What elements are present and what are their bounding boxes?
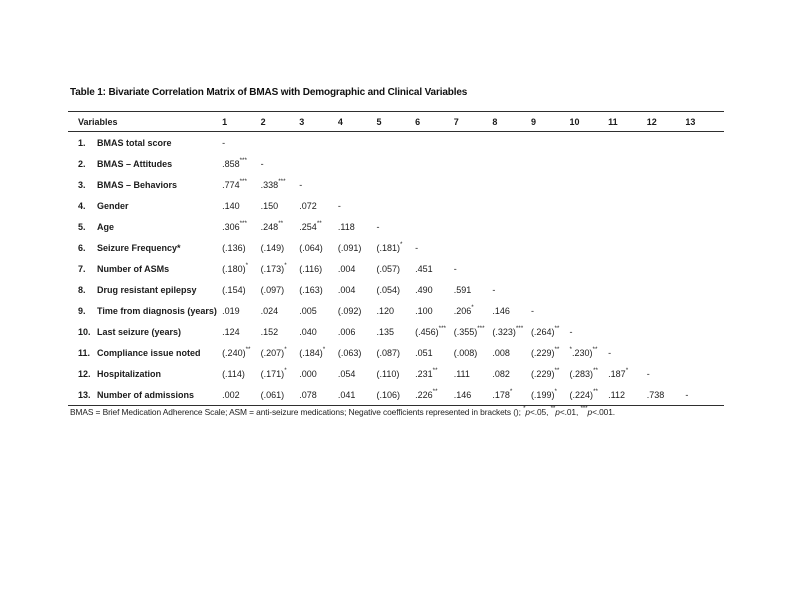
header-cell: 1 bbox=[222, 112, 261, 132]
value-cell: (.173)* bbox=[260, 261, 287, 274]
value-cell: .187* bbox=[608, 366, 629, 379]
value-cell: (.163) bbox=[299, 284, 323, 295]
header-cell: 11 bbox=[608, 112, 647, 132]
row-label-cell bbox=[68, 195, 222, 216]
value-cell: .072 bbox=[299, 200, 317, 211]
value-cell: .858*** bbox=[222, 156, 247, 169]
row-label: Age bbox=[97, 221, 115, 232]
value-cell: .146 bbox=[492, 305, 510, 316]
value-cell bbox=[377, 153, 416, 174]
value-cell bbox=[570, 153, 609, 174]
value-cell bbox=[454, 174, 493, 195]
value-cell: (.063) bbox=[337, 347, 362, 358]
value-cell: .112 bbox=[608, 384, 647, 406]
value-cell: .019 bbox=[222, 305, 240, 316]
row-label: BMAS – Behaviors bbox=[97, 179, 178, 190]
header-cell: 2 bbox=[261, 112, 300, 132]
value-cell: .054 bbox=[337, 368, 356, 379]
table-footnote: BMAS = Brief Medication Adherence Scale; ASM = anti-seizure medications; Negative coefficients represented in brackets (); *p<.05, **p<.01, ***p<.001. bbox=[70, 405, 615, 417]
table-row bbox=[68, 258, 724, 279]
value-cell: (.149) bbox=[260, 242, 285, 253]
table-row bbox=[68, 153, 724, 174]
table-body bbox=[68, 132, 724, 406]
correlation-table bbox=[68, 111, 724, 406]
value-cell: (.355)*** bbox=[453, 324, 485, 337]
value-cell bbox=[570, 237, 609, 258]
value-cell bbox=[685, 195, 724, 216]
value-cell: (.097) bbox=[260, 284, 285, 295]
value-cell bbox=[647, 237, 686, 258]
value-cell: (.061) bbox=[261, 384, 300, 406]
value-cell bbox=[531, 216, 570, 237]
value-cell: - bbox=[337, 200, 341, 211]
value-cell bbox=[454, 216, 493, 237]
value-cell bbox=[415, 195, 454, 216]
row-index: 1. bbox=[78, 137, 86, 148]
value-cell: (.116) bbox=[299, 263, 323, 274]
row-label: Gender bbox=[97, 200, 129, 211]
row-label-cell bbox=[68, 279, 222, 300]
value-cell: .024 bbox=[260, 305, 279, 316]
value-cell bbox=[608, 258, 647, 279]
value-cell: (.323)*** bbox=[492, 324, 524, 337]
value-cell bbox=[685, 363, 724, 384]
value-cell: .591 bbox=[453, 284, 472, 295]
value-cell bbox=[647, 195, 686, 216]
value-cell: .254** bbox=[299, 219, 322, 232]
value-cell: .306*** bbox=[222, 219, 247, 232]
row-label: Compliance issue noted bbox=[97, 347, 201, 358]
value-cell bbox=[338, 132, 377, 154]
value-cell bbox=[570, 258, 609, 279]
row-label-cell bbox=[68, 216, 222, 237]
value-cell bbox=[608, 174, 647, 195]
value-cell bbox=[647, 153, 686, 174]
value-cell: .004 bbox=[337, 263, 356, 274]
header-cell: 9 bbox=[531, 112, 570, 132]
value-cell: (.224)** bbox=[570, 384, 609, 406]
value-cell bbox=[377, 195, 416, 216]
value-cell bbox=[492, 216, 531, 237]
value-cell: (.229)** bbox=[530, 345, 560, 358]
value-cell bbox=[415, 132, 454, 154]
header-cell: 10 bbox=[570, 112, 609, 132]
row-index: 3. bbox=[78, 179, 86, 190]
value-cell bbox=[647, 216, 686, 237]
row-index: 5. bbox=[78, 221, 86, 232]
value-cell: .006 bbox=[337, 326, 356, 337]
row-label-cell bbox=[68, 384, 222, 406]
value-cell bbox=[685, 321, 724, 342]
value-cell: (.181)* bbox=[376, 240, 403, 253]
value-cell: .000 bbox=[299, 368, 317, 379]
value-cell: .078 bbox=[299, 384, 338, 406]
value-cell: (.136) bbox=[222, 242, 246, 253]
value-cell bbox=[338, 174, 377, 195]
value-cell: .226** bbox=[415, 384, 454, 406]
value-cell bbox=[299, 132, 338, 154]
value-cell bbox=[685, 279, 724, 300]
header-cell: 4 bbox=[338, 112, 377, 132]
value-cell bbox=[647, 258, 686, 279]
value-cell bbox=[570, 300, 609, 321]
row-label-cell bbox=[68, 132, 222, 154]
value-cell bbox=[608, 300, 647, 321]
value-cell bbox=[492, 153, 531, 174]
table-row bbox=[68, 279, 724, 300]
value-cell bbox=[492, 132, 531, 154]
value-cell bbox=[454, 153, 493, 174]
value-cell bbox=[570, 174, 609, 195]
value-cell bbox=[685, 153, 724, 174]
value-cell bbox=[608, 237, 647, 258]
row-label-cell bbox=[68, 363, 222, 384]
row-index: 12. bbox=[78, 368, 91, 379]
table-row bbox=[68, 216, 724, 237]
row-label: Last seizure (years) bbox=[97, 326, 182, 337]
value-cell bbox=[261, 132, 300, 154]
header-cell: 3 bbox=[299, 112, 338, 132]
value-cell: - bbox=[376, 221, 380, 232]
value-cell bbox=[377, 174, 416, 195]
row-index: 10. bbox=[78, 326, 91, 337]
value-cell: - bbox=[299, 179, 303, 190]
value-cell bbox=[415, 216, 454, 237]
value-cell bbox=[415, 153, 454, 174]
value-cell: - bbox=[685, 384, 724, 406]
value-cell: .140 bbox=[222, 200, 240, 211]
value-cell: (.154) bbox=[222, 284, 246, 295]
value-cell bbox=[647, 174, 686, 195]
value-cell bbox=[608, 153, 647, 174]
value-cell: (.229)** bbox=[530, 366, 560, 379]
header-cell: 7 bbox=[454, 112, 493, 132]
value-cell bbox=[299, 153, 338, 174]
value-cell: - bbox=[646, 368, 650, 379]
table-row bbox=[68, 384, 724, 406]
value-cell: .231** bbox=[415, 366, 438, 379]
value-cell: (.054) bbox=[376, 284, 401, 295]
table-row bbox=[68, 321, 724, 342]
value-cell bbox=[492, 237, 531, 258]
value-cell: .490 bbox=[415, 284, 433, 295]
value-cell: (.106) bbox=[377, 384, 416, 406]
table-row bbox=[68, 195, 724, 216]
value-cell bbox=[608, 216, 647, 237]
value-cell: (.171)* bbox=[260, 366, 287, 379]
value-cell: .041 bbox=[338, 384, 377, 406]
row-label-cell bbox=[68, 300, 222, 321]
value-cell: .152 bbox=[260, 326, 279, 337]
row-index: 9. bbox=[78, 305, 86, 316]
value-cell: .005 bbox=[299, 305, 317, 316]
value-cell: - bbox=[415, 242, 419, 253]
value-cell bbox=[531, 132, 570, 154]
value-cell bbox=[647, 342, 686, 363]
row-label: BMAS – Attitudes bbox=[97, 158, 173, 169]
row-label: Time from diagnosis (years) bbox=[97, 305, 217, 316]
table-row bbox=[68, 174, 724, 195]
value-cell: .082 bbox=[492, 368, 510, 379]
value-cell: - bbox=[530, 305, 534, 316]
value-cell: - bbox=[260, 158, 264, 169]
value-cell bbox=[685, 174, 724, 195]
table-container bbox=[68, 111, 724, 406]
value-cell: *.230)** bbox=[569, 345, 598, 358]
value-cell: - bbox=[608, 347, 612, 358]
value-cell: (.456)*** bbox=[415, 324, 446, 337]
value-cell bbox=[492, 174, 531, 195]
value-cell: .111 bbox=[453, 368, 470, 379]
value-cell bbox=[492, 258, 531, 279]
row-label-cell bbox=[68, 237, 222, 258]
value-cell: (.184)* bbox=[299, 345, 326, 358]
value-cell bbox=[685, 216, 724, 237]
value-cell: - bbox=[222, 137, 226, 148]
value-cell: .150 bbox=[260, 200, 279, 211]
table-header-row bbox=[68, 112, 724, 132]
value-cell: .002 bbox=[222, 384, 261, 406]
header-cell: Variables bbox=[68, 112, 222, 132]
value-cell: - bbox=[569, 326, 573, 337]
table-header bbox=[68, 112, 724, 132]
value-cell bbox=[531, 195, 570, 216]
value-cell bbox=[685, 300, 724, 321]
row-index: 8. bbox=[78, 284, 86, 295]
value-cell bbox=[531, 237, 570, 258]
value-cell: (.114) bbox=[222, 368, 245, 379]
value-cell bbox=[454, 195, 493, 216]
table-title: Table 1: Bivariate Correlation Matrix of BMAS with Demographic and Clinical Variables bbox=[70, 87, 468, 98]
row-label-cell bbox=[68, 342, 222, 363]
row-label: Drug resistant epilepsy bbox=[97, 284, 197, 295]
value-cell: (.064) bbox=[299, 242, 323, 253]
table-row bbox=[68, 300, 724, 321]
value-cell: .146 bbox=[454, 384, 493, 406]
value-cell: .738 bbox=[647, 384, 686, 406]
value-cell: (.110) bbox=[376, 368, 400, 379]
value-cell bbox=[570, 132, 609, 154]
value-cell: .008 bbox=[492, 347, 510, 358]
value-cell: (.283)** bbox=[569, 366, 598, 379]
row-label: Hospitalization bbox=[97, 368, 162, 379]
header-cell: 5 bbox=[377, 112, 416, 132]
header-cell: 13 bbox=[685, 112, 724, 132]
row-label: BMAS total score bbox=[97, 137, 172, 148]
value-cell: (.199)* bbox=[531, 384, 570, 406]
value-cell bbox=[377, 132, 416, 154]
value-cell: (.087) bbox=[376, 347, 401, 358]
value-cell bbox=[608, 195, 647, 216]
value-cell: (.207)* bbox=[260, 345, 287, 358]
row-label: Number of ASMs bbox=[97, 263, 170, 274]
row-label-cell bbox=[68, 321, 222, 342]
value-cell: .118 bbox=[337, 221, 355, 232]
value-cell: .774*** bbox=[222, 177, 247, 190]
value-cell bbox=[454, 132, 493, 154]
value-cell: .051 bbox=[415, 347, 433, 358]
value-cell: (.180)* bbox=[222, 261, 249, 274]
value-cell bbox=[570, 216, 609, 237]
value-cell: .135 bbox=[376, 326, 395, 337]
row-label-cell bbox=[68, 153, 222, 174]
header-cell: 12 bbox=[647, 112, 686, 132]
row-index: 6. bbox=[78, 242, 86, 253]
value-cell: (.264)** bbox=[530, 324, 560, 337]
value-cell: .004 bbox=[337, 284, 356, 295]
value-cell: .206* bbox=[453, 303, 474, 316]
value-cell: - bbox=[492, 284, 496, 295]
row-label: Seizure Frequency* bbox=[97, 242, 181, 253]
value-cell bbox=[685, 132, 724, 154]
header-cell: 6 bbox=[415, 112, 454, 132]
value-cell bbox=[647, 132, 686, 154]
value-cell bbox=[492, 195, 531, 216]
row-label-cell bbox=[68, 174, 222, 195]
row-index: 4. bbox=[78, 200, 86, 211]
value-cell bbox=[531, 174, 570, 195]
value-cell bbox=[608, 132, 647, 154]
value-cell bbox=[608, 321, 647, 342]
value-cell bbox=[415, 174, 454, 195]
value-cell: (.008) bbox=[453, 347, 478, 358]
table-row bbox=[68, 342, 724, 363]
value-cell: .120 bbox=[376, 305, 395, 316]
value-cell: .248** bbox=[260, 219, 284, 232]
value-cell: .124 bbox=[222, 326, 240, 337]
row-label: Number of admissions bbox=[97, 389, 195, 400]
value-cell: .451 bbox=[415, 263, 433, 274]
value-cell: - bbox=[453, 263, 457, 274]
value-cell: .100 bbox=[415, 305, 433, 316]
value-cell: .178* bbox=[492, 384, 531, 406]
value-cell bbox=[570, 279, 609, 300]
row-index: 11. bbox=[78, 347, 91, 358]
value-cell bbox=[531, 279, 570, 300]
value-cell bbox=[685, 237, 724, 258]
table-row bbox=[68, 363, 724, 384]
row-index: 2. bbox=[78, 158, 86, 169]
value-cell bbox=[531, 258, 570, 279]
table-row bbox=[68, 237, 724, 258]
value-cell: .040 bbox=[299, 326, 317, 337]
value-cell bbox=[570, 195, 609, 216]
value-cell: .338*** bbox=[260, 177, 286, 190]
table-row bbox=[68, 132, 724, 154]
header-cell: 8 bbox=[492, 112, 531, 132]
value-cell: (.057) bbox=[376, 263, 401, 274]
value-cell: (.092) bbox=[337, 305, 362, 316]
value-cell bbox=[647, 279, 686, 300]
value-cell bbox=[338, 153, 377, 174]
value-cell: (.240)** bbox=[222, 345, 251, 358]
value-cell bbox=[531, 153, 570, 174]
value-cell bbox=[647, 300, 686, 321]
value-cell bbox=[685, 342, 724, 363]
value-cell bbox=[608, 279, 647, 300]
value-cell: (.091) bbox=[337, 242, 362, 253]
row-index: 7. bbox=[78, 263, 86, 274]
row-label-cell bbox=[68, 258, 222, 279]
value-cell bbox=[454, 237, 493, 258]
value-cell bbox=[685, 258, 724, 279]
row-index: 13. bbox=[78, 389, 91, 400]
value-cell bbox=[647, 321, 686, 342]
